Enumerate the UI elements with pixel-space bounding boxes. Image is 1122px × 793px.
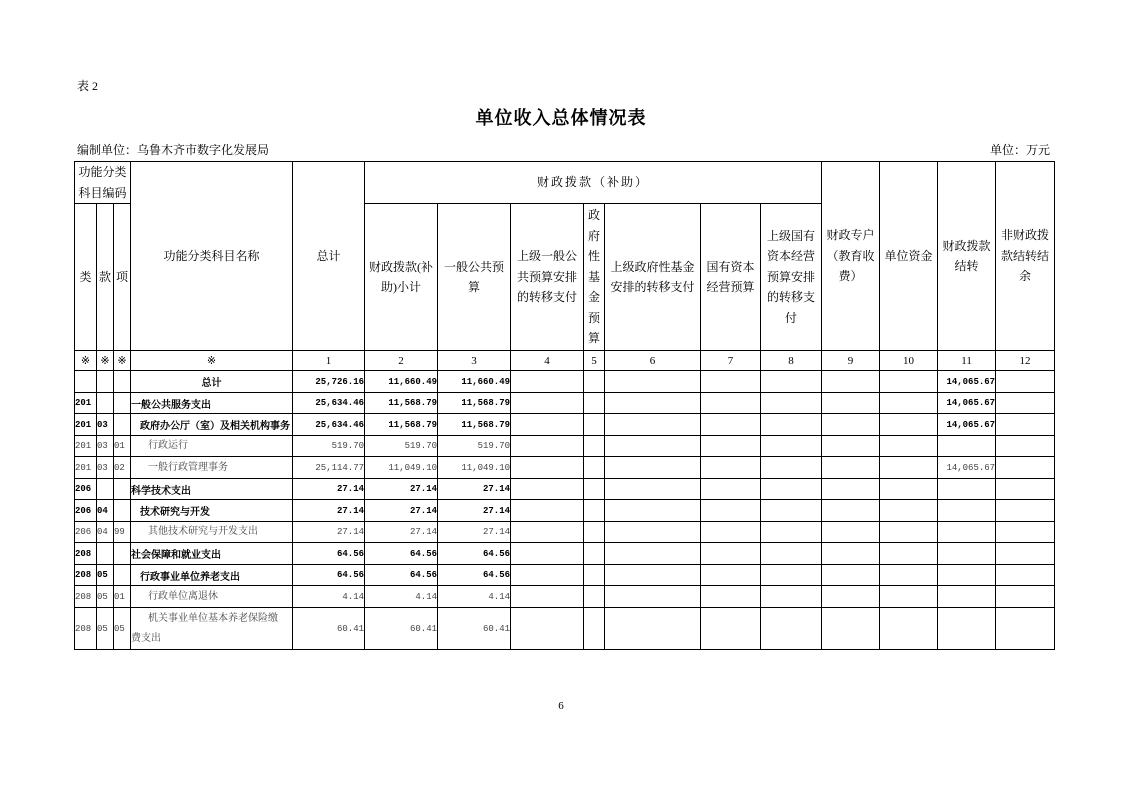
value-non-fiscal-carryover-cell <box>996 371 1055 393</box>
code-kuan-cell: 03 <box>97 414 114 436</box>
value-non-fiscal-carryover-cell <box>996 522 1055 543</box>
value-upper-general-transfer-cell <box>511 522 584 543</box>
table-row <box>75 608 1055 650</box>
value-fiscal-subtotal-cell: 11,049.10 <box>365 457 438 479</box>
value-upper-fund-transfer-cell <box>605 543 701 565</box>
value-fiscal-special-account-cell <box>822 586 880 608</box>
header-unit-funds-label: 单位资金 <box>884 248 933 263</box>
value-fiscal-subtotal-cell: 64.56 <box>365 565 438 586</box>
header-code-group <box>75 162 131 204</box>
value-general-public-budget-cell: 11,660.49 <box>438 371 511 393</box>
value-upper-state-capital-transfer-cell <box>761 565 822 586</box>
value-total-cell: 25,634.46 <box>293 414 365 436</box>
value-upper-state-capital-transfer-cell <box>761 543 822 565</box>
value-non-fiscal-carryover-cell <box>996 586 1055 608</box>
value-state-capital-budget-cell <box>701 500 761 522</box>
index-cell: 2 <box>365 351 438 371</box>
value-fiscal-special-account-cell <box>822 457 880 479</box>
value-government-fund-budget-cell <box>584 479 605 500</box>
value-upper-state-capital-transfer-cell <box>761 500 822 522</box>
value-upper-fund-transfer-cell <box>605 565 701 586</box>
value-upper-state-capital-transfer-cell <box>761 608 822 650</box>
code-kuan-cell: 05 <box>97 586 114 608</box>
value-state-capital-budget-cell <box>701 393 761 414</box>
code-kuan-cell: 05 <box>97 565 114 586</box>
value-fiscal-carryover-cell <box>938 479 996 500</box>
value-upper-fund-transfer-cell <box>605 436 701 457</box>
value-fiscal-carryover-cell <box>938 500 996 522</box>
value-fiscal-carryover-cell <box>938 522 996 543</box>
index-cell: ※ <box>97 351 114 371</box>
code-xiang-cell: 99 <box>114 522 131 543</box>
code-xiang-cell <box>114 479 131 500</box>
value-government-fund-budget-cell <box>584 522 605 543</box>
table-row <box>75 371 1055 393</box>
item-name-cell: 技术研究与开发 <box>131 500 293 522</box>
value-government-fund-budget-cell <box>584 586 605 608</box>
value-state-capital-budget-cell <box>701 371 761 393</box>
value-total-cell: 27.14 <box>293 522 365 543</box>
value-total-cell: 519.70 <box>293 436 365 457</box>
value-fiscal-special-account-cell <box>822 608 880 650</box>
value-fiscal-special-account-cell <box>822 436 880 457</box>
value-government-fund-budget-cell <box>584 436 605 457</box>
table-row <box>75 522 1055 543</box>
value-unit-funds-cell <box>880 457 938 479</box>
table-row <box>75 565 1055 586</box>
value-upper-general-transfer-cell <box>511 543 584 565</box>
value-unit-funds-cell <box>880 371 938 393</box>
header-fiscal-group: 财政拨款（补助） <box>365 162 822 204</box>
header-code-kuan: 款 <box>97 204 114 351</box>
table-row <box>75 414 1055 436</box>
index-cell: 6 <box>605 351 701 371</box>
index-cell: ※ <box>131 351 293 371</box>
code-kuan-cell <box>97 543 114 565</box>
value-unit-funds-cell <box>880 393 938 414</box>
value-government-fund-budget-cell <box>584 608 605 650</box>
index-cell: 4 <box>511 351 584 371</box>
value-government-fund-budget-cell <box>584 565 605 586</box>
value-upper-fund-transfer-cell <box>605 522 701 543</box>
value-government-fund-budget-cell <box>584 500 605 522</box>
value-upper-general-transfer-cell <box>511 371 584 393</box>
value-total-cell: 64.56 <box>293 565 365 586</box>
value-state-capital-budget-cell <box>701 436 761 457</box>
value-non-fiscal-carryover-cell <box>996 500 1055 522</box>
value-fiscal-special-account-cell <box>822 500 880 522</box>
header-government-fund-budget-label: 政府性基金预算 <box>588 208 601 346</box>
code-kuan-cell <box>97 371 114 393</box>
code-lei-cell: 206 <box>75 522 97 543</box>
header-upper-general-transfer-label: 上级一般公共预算安排的转移支付 <box>517 249 578 305</box>
value-government-fund-budget-cell <box>584 457 605 479</box>
item-name-cell: 行政运行 <box>131 436 293 457</box>
value-fiscal-special-account-cell <box>822 522 880 543</box>
column-index-row <box>75 351 1055 371</box>
value-general-public-budget-cell: 27.14 <box>438 479 511 500</box>
value-state-capital-budget-cell <box>701 414 761 436</box>
header-code-group-label: 功能分类科目编码 <box>78 165 127 200</box>
value-fiscal-subtotal-cell: 519.70 <box>365 436 438 457</box>
code-xiang-cell <box>114 500 131 522</box>
value-total-cell: 4.14 <box>293 586 365 608</box>
value-fiscal-special-account-cell <box>822 479 880 500</box>
code-kuan-cell: 04 <box>97 522 114 543</box>
table-row <box>75 543 1055 565</box>
item-name-cell: 一般行政管理事务 <box>131 457 293 479</box>
value-unit-funds-cell <box>880 414 938 436</box>
value-fiscal-subtotal-cell: 11,660.49 <box>365 371 438 393</box>
value-upper-state-capital-transfer-cell <box>761 479 822 500</box>
item-name-cell: 科学技术支出 <box>131 479 293 500</box>
value-unit-funds-cell <box>880 436 938 457</box>
value-fiscal-subtotal-cell: 64.56 <box>365 543 438 565</box>
value-upper-state-capital-transfer-cell <box>761 414 822 436</box>
header-item-name: 功能分类科目名称 <box>131 162 293 351</box>
code-lei-cell: 201 <box>75 457 97 479</box>
header-non-fiscal-carryover <box>996 162 1055 351</box>
header-non-fiscal-carryover-label: 非财政拨款结转结余 <box>1001 228 1050 284</box>
header-upper-fund-transfer <box>605 204 701 351</box>
value-upper-fund-transfer-cell <box>605 371 701 393</box>
value-fiscal-special-account-cell <box>822 414 880 436</box>
value-fiscal-subtotal-cell: 11,568.79 <box>365 393 438 414</box>
header-fiscal-special-account-label: 财政专户（教育收费） <box>826 228 875 284</box>
value-upper-fund-transfer-cell <box>605 500 701 522</box>
value-general-public-budget-cell: 11,568.79 <box>438 414 511 436</box>
value-general-public-budget-cell: 60.41 <box>438 608 511 650</box>
value-upper-fund-transfer-cell <box>605 393 701 414</box>
value-fiscal-carryover-cell <box>938 543 996 565</box>
value-non-fiscal-carryover-cell <box>996 608 1055 650</box>
index-cell: 10 <box>880 351 938 371</box>
value-upper-general-transfer-cell <box>511 457 584 479</box>
table-header <box>75 162 1055 371</box>
value-fiscal-subtotal-cell: 27.14 <box>365 479 438 500</box>
value-state-capital-budget-cell <box>701 565 761 586</box>
value-unit-funds-cell <box>880 479 938 500</box>
header-fiscal-subtotal-label: 财政拨款(补助)小计 <box>369 259 434 294</box>
value-non-fiscal-carryover-cell <box>996 414 1055 436</box>
value-non-fiscal-carryover-cell <box>996 543 1055 565</box>
table-row <box>75 457 1055 479</box>
compiling-unit: 编制单位：乌鲁木齐市数字化发展局 <box>77 143 270 157</box>
header-row-top <box>75 162 1055 204</box>
code-xiang-cell: 01 <box>114 436 131 457</box>
header-upper-state-capital-transfer <box>761 204 822 351</box>
value-general-public-budget-cell: 519.70 <box>438 436 511 457</box>
value-total-cell: 27.14 <box>293 479 365 500</box>
code-xiang-cell: 01 <box>114 586 131 608</box>
value-fiscal-carryover-cell: 14,065.67 <box>938 371 996 393</box>
value-fiscal-carryover-cell <box>938 608 996 650</box>
code-lei-cell: 208 <box>75 608 97 650</box>
code-kuan-cell <box>97 479 114 500</box>
header-state-capital-budget <box>701 204 761 351</box>
value-general-public-budget-cell: 11,568.79 <box>438 393 511 414</box>
value-fiscal-carryover-cell <box>938 565 996 586</box>
header-upper-state-capital-transfer-label: 上级国有资本经营预算安排的转移支付 <box>767 228 816 325</box>
value-upper-state-capital-transfer-cell <box>761 457 822 479</box>
value-fiscal-carryover-cell <box>938 436 996 457</box>
value-fiscal-carryover-cell <box>938 586 996 608</box>
header-general-public-budget-label: 一般公共预算 <box>444 259 505 294</box>
item-name-cell: 总计 <box>131 371 293 393</box>
value-upper-state-capital-transfer-cell <box>761 393 822 414</box>
value-fiscal-special-account-cell <box>822 393 880 414</box>
value-total-cell: 64.56 <box>293 543 365 565</box>
code-lei-cell: 201 <box>75 393 97 414</box>
code-kuan-cell: 03 <box>97 457 114 479</box>
value-upper-state-capital-transfer-cell <box>761 522 822 543</box>
code-lei-cell: 208 <box>75 565 97 586</box>
code-xiang-cell: 02 <box>114 457 131 479</box>
header-total: 总计 <box>293 162 365 351</box>
value-upper-fund-transfer-cell <box>605 586 701 608</box>
value-non-fiscal-carryover-cell <box>996 436 1055 457</box>
value-general-public-budget-cell: 11,049.10 <box>438 457 511 479</box>
index-cell: 5 <box>584 351 605 371</box>
value-unit-funds-cell <box>880 500 938 522</box>
value-fiscal-subtotal-cell: 60.41 <box>365 608 438 650</box>
index-cell: 1 <box>293 351 365 371</box>
index-cell: ※ <box>114 351 131 371</box>
header-fiscal-carryover-label: 财政拨款结转 <box>942 238 991 273</box>
item-name-cell: 机关事业单位基本养老保险缴费支出 <box>131 608 293 650</box>
code-lei-cell: 201 <box>75 436 97 457</box>
value-total-cell: 60.41 <box>293 608 365 650</box>
index-cell: ※ <box>75 351 97 371</box>
value-fiscal-subtotal-cell: 11,568.79 <box>365 414 438 436</box>
value-total-cell: 25,726.16 <box>293 371 365 393</box>
value-unit-funds-cell <box>880 608 938 650</box>
value-total-cell: 25,634.46 <box>293 393 365 414</box>
value-state-capital-budget-cell <box>701 543 761 565</box>
index-cell: 8 <box>761 351 822 371</box>
index-cell: 11 <box>938 351 996 371</box>
item-name-cell: 政府办公厅（室）及相关机构事务 <box>131 414 293 436</box>
item-name-cell: 社会保障和就业支出 <box>131 543 293 565</box>
value-government-fund-budget-cell <box>584 371 605 393</box>
value-fiscal-carryover-cell: 14,065.67 <box>938 457 996 479</box>
value-government-fund-budget-cell <box>584 393 605 414</box>
value-upper-general-transfer-cell <box>511 479 584 500</box>
index-cell: 7 <box>701 351 761 371</box>
value-upper-general-transfer-cell <box>511 586 584 608</box>
value-state-capital-budget-cell <box>701 522 761 543</box>
value-fiscal-subtotal-cell: 27.14 <box>365 522 438 543</box>
header-fiscal-carryover <box>938 162 996 351</box>
code-lei-cell <box>75 371 97 393</box>
header-code-lei: 类 <box>75 204 97 351</box>
page-number: 6 <box>558 700 564 712</box>
table-row <box>75 586 1055 608</box>
value-government-fund-budget-cell <box>584 543 605 565</box>
code-lei-cell: 208 <box>75 543 97 565</box>
header-upper-fund-transfer-label: 上级政府性基金安排的转移支付 <box>610 259 695 294</box>
value-upper-fund-transfer-cell <box>605 479 701 500</box>
value-state-capital-budget-cell <box>701 586 761 608</box>
value-government-fund-budget-cell <box>584 414 605 436</box>
index-cell: 9 <box>822 351 880 371</box>
header-general-public-budget <box>438 204 511 351</box>
code-xiang-cell: 05 <box>114 608 131 650</box>
value-unit-funds-cell <box>880 522 938 543</box>
value-non-fiscal-carryover-cell <box>996 393 1055 414</box>
value-upper-general-transfer-cell <box>511 500 584 522</box>
value-state-capital-budget-cell <box>701 479 761 500</box>
value-total-cell: 27.14 <box>293 500 365 522</box>
value-unit-funds-cell <box>880 543 938 565</box>
income-summary-table <box>74 161 1055 650</box>
currency-unit: 单位：万元 <box>989 143 1050 157</box>
code-kuan-cell <box>97 393 114 414</box>
item-name-cell: 行政单位离退休 <box>131 586 293 608</box>
value-non-fiscal-carryover-cell <box>996 479 1055 500</box>
table-row <box>75 500 1055 522</box>
value-state-capital-budget-cell <box>701 457 761 479</box>
value-general-public-budget-cell: 64.56 <box>438 565 511 586</box>
header-upper-general-transfer <box>511 204 584 351</box>
code-xiang-cell <box>114 371 131 393</box>
value-non-fiscal-carryover-cell <box>996 565 1055 586</box>
value-upper-state-capital-transfer-cell <box>761 371 822 393</box>
value-upper-general-transfer-cell <box>511 414 584 436</box>
value-state-capital-budget-cell <box>701 608 761 650</box>
code-xiang-cell <box>114 414 131 436</box>
header-unit-funds <box>880 162 938 351</box>
value-unit-funds-cell <box>880 565 938 586</box>
value-general-public-budget-cell: 64.56 <box>438 543 511 565</box>
header-state-capital-budget-label: 国有资本经营预算 <box>706 259 755 294</box>
value-upper-state-capital-transfer-cell <box>761 586 822 608</box>
code-lei-cell: 206 <box>75 500 97 522</box>
value-fiscal-carryover-cell: 14,065.67 <box>938 393 996 414</box>
value-fiscal-special-account-cell <box>822 371 880 393</box>
value-fiscal-carryover-cell: 14,065.67 <box>938 414 996 436</box>
item-name-cell: 一般公共服务支出 <box>131 393 293 414</box>
code-lei-cell: 208 <box>75 586 97 608</box>
header-code-xiang: 项 <box>114 204 131 351</box>
item-name-cell: 行政事业单位养老支出 <box>131 565 293 586</box>
code-kuan-cell: 04 <box>97 500 114 522</box>
table-row <box>75 393 1055 414</box>
table-row <box>75 436 1055 457</box>
value-unit-funds-cell <box>880 586 938 608</box>
code-xiang-cell <box>114 565 131 586</box>
value-fiscal-subtotal-cell: 4.14 <box>365 586 438 608</box>
table-number: 表 2 <box>77 79 99 93</box>
value-total-cell: 25,114.77 <box>293 457 365 479</box>
header-fiscal-special-account <box>822 162 880 351</box>
code-xiang-cell <box>114 543 131 565</box>
index-cell: 12 <box>996 351 1055 371</box>
value-general-public-budget-cell: 27.14 <box>438 500 511 522</box>
value-upper-general-transfer-cell <box>511 436 584 457</box>
code-kuan-cell: 03 <box>97 436 114 457</box>
value-upper-fund-transfer-cell <box>605 414 701 436</box>
value-upper-fund-transfer-cell <box>605 457 701 479</box>
value-fiscal-special-account-cell <box>822 543 880 565</box>
code-kuan-cell: 05 <box>97 608 114 650</box>
header-fiscal-subtotal <box>365 204 438 351</box>
index-cell: 3 <box>438 351 511 371</box>
table-body <box>75 371 1055 650</box>
item-name-cell: 其他技术研究与开发支出 <box>131 522 293 543</box>
value-non-fiscal-carryover-cell <box>996 457 1055 479</box>
document-title: 单位收入总体情况表 <box>475 108 647 128</box>
value-fiscal-special-account-cell <box>822 565 880 586</box>
value-fiscal-subtotal-cell: 27.14 <box>365 500 438 522</box>
value-upper-state-capital-transfer-cell <box>761 436 822 457</box>
code-lei-cell: 201 <box>75 414 97 436</box>
value-general-public-budget-cell: 27.14 <box>438 522 511 543</box>
value-upper-fund-transfer-cell <box>605 608 701 650</box>
header-government-fund-budget <box>584 204 605 351</box>
code-lei-cell: 206 <box>75 479 97 500</box>
value-upper-general-transfer-cell <box>511 393 584 414</box>
value-upper-general-transfer-cell <box>511 565 584 586</box>
value-general-public-budget-cell: 4.14 <box>438 586 511 608</box>
table-row <box>75 479 1055 500</box>
value-upper-general-transfer-cell <box>511 608 584 650</box>
code-xiang-cell <box>114 393 131 414</box>
